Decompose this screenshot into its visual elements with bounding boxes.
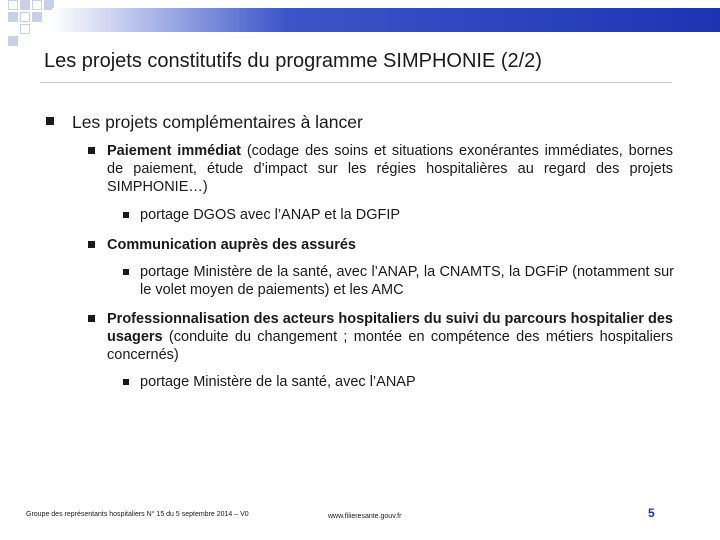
item-title: Professionnalisation des acteurs hospitaliers du suivi du parcours hospitalier des usagers (107, 311, 673, 345)
level1-text: Les projets complémentaires à lancer (72, 112, 363, 132)
sub-item: portage DGOS avec l’ANAP et la DGFIP (140, 207, 401, 223)
square-bullet-icon (88, 241, 95, 248)
square-bullet-icon (123, 269, 129, 275)
square-bullet-icon (46, 117, 54, 125)
sub-item: portage Ministère de la santé, avec l’ANAP, la CNAMTS, la DGFiP (notamment sur le volet moyen de paiements) et les AMC (140, 264, 674, 298)
square-bullet-icon (123, 379, 129, 385)
item-title: Paiement immédiat (107, 143, 241, 159)
list-item (107, 142, 673, 196)
page-number: 5 (648, 506, 655, 520)
header-gradient-bar (52, 8, 720, 32)
item-title: Communication auprès des assurés (107, 237, 356, 253)
decorative-squares (0, 0, 60, 48)
sub-item: portage Ministère de la santé, avec l’ANAP (140, 374, 416, 390)
footer-website-link[interactable]: www.filieresante.gouv.fr (328, 513, 402, 520)
list-item (107, 310, 673, 364)
item-detail: (conduite du changement ; montée en compétence des métiers hospitaliers concernés) (107, 329, 673, 363)
square-bullet-icon (123, 212, 129, 218)
square-bullet-icon (88, 315, 95, 322)
footer-meeting-info: Groupe des représentants hospitaliers N° 15 du 5 septembre 2014 – V0 (26, 511, 249, 518)
list-item (107, 236, 673, 254)
title-divider (40, 82, 672, 83)
level1-bullet (46, 112, 363, 133)
square-bullet-icon (88, 147, 95, 154)
item-detail: (codage des soins et situations exonérantes immédiates, bornes de paiement, étude d’impact sur les régies hospitalières au regard des projets SIMPHONIE…) (107, 143, 673, 195)
slide-title: Les projets constitutifs du programme SIMPHONIE (2/2) (44, 50, 542, 72)
